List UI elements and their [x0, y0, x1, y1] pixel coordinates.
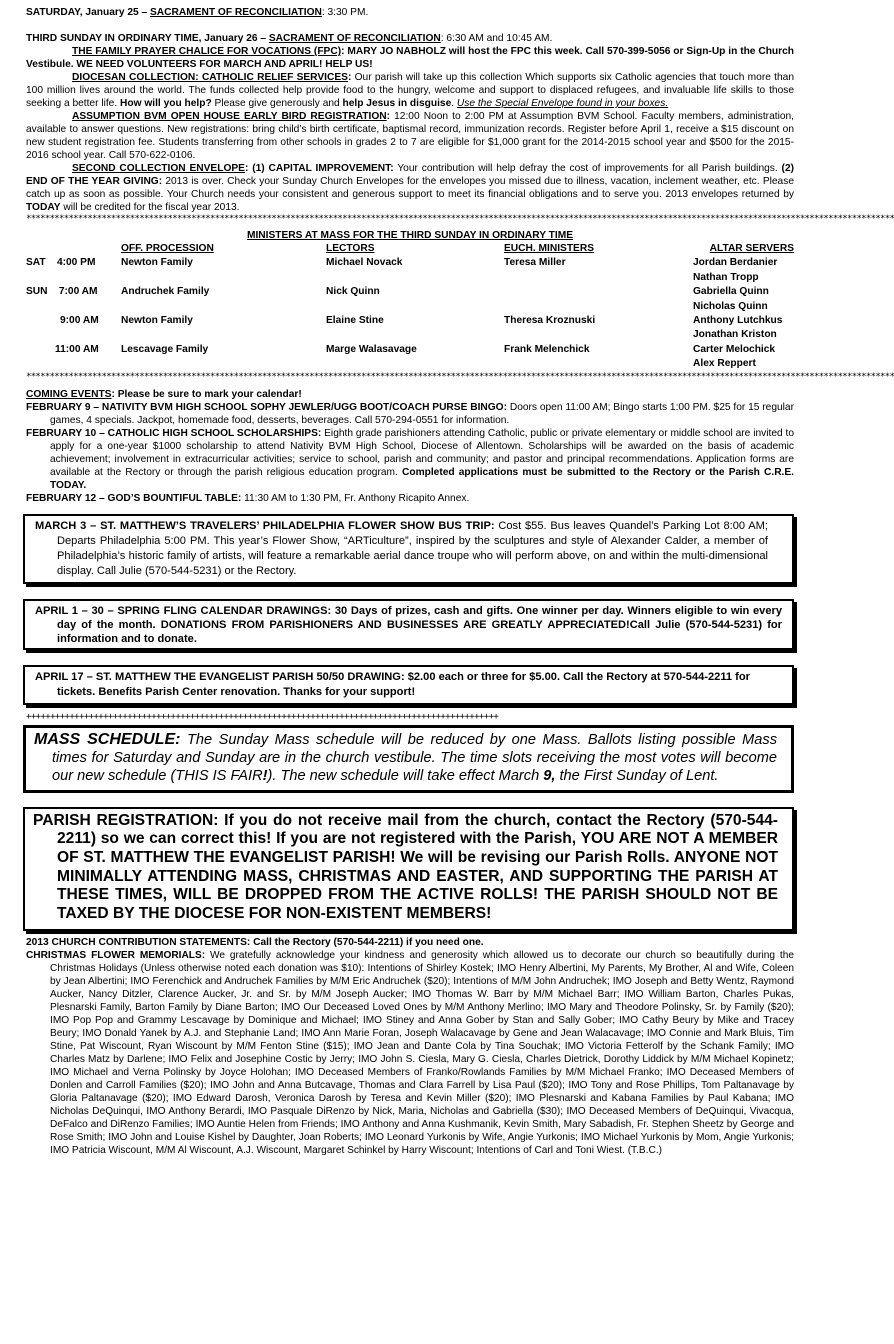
header-euch: EUCH. MINISTERS [504, 243, 594, 254]
march-flower-show-box [23, 514, 794, 584]
march-title: MARCH 3 – ST. MATTHEW’S TRAVELERS’ PHILADELPHIA FLOWER SHOW BUS TRIP: [35, 519, 495, 532]
row-lector: Nick Quinn [326, 286, 380, 298]
envelope-year-text: 2013 is over. Check your Sunday Church Envelopes for the envelopes you missed due to illness, vacation, inclement weather, etc. Please catch up as soon as possible. Your Church needs your consistent and generous support to meet its financial obligations and to serve you. 2013 envelopes returned by [26, 176, 794, 200]
row-euch [504, 285, 669, 314]
row-euch: Teresa Miller [504, 257, 566, 269]
diocesan-title: DIOCESAN COLLECTION: CATHOLIC RELIEF SERVICES [72, 72, 348, 83]
parish-registration-text: PARISH REGISTRATION: If you do not receive mail from the church, contact the Rectory (570-544-2211) so we can correct this! If you are not registered with the Parish, YOU ARE NOT A MEMBER OF ST. MATTHEW THE EVANGELIST PARISH! We will be revising our Parish Rolls. ANYONE NOT MINIMALLY ATTENDING MASS, CHRISTMAS AND EASTER, AND SUPPORTING THE PARISH AT THESE TIMES, WILL BE DROPPED FROM THE ACTIVE ROLLS! THE PARISH SHOULD NOT BE TAXED BY THE DIOCESE FOR NON-EXISTENT MEMBERS! [33, 811, 778, 923]
feb9-title: FEBRUARY 9 – NATIVITY BVM HIGH SCHOOL SOPHY JEWLER/UGG BOOT/COACH PURSE BINGO: [26, 401, 507, 413]
feb10-deadline: Completed applications must be submitted to the Rectory or the Parish C.R.E. TODAY. [50, 466, 795, 491]
diocesan-envelope-note: Use the Special Envelope found in your boxes. [456, 98, 669, 109]
envelope-year-label: (2) END OF THE YEAR GIVING: [26, 163, 794, 187]
mass-schedule-bang: ! [262, 767, 268, 784]
envelope-capital-text: Your contribution will help defray the cost of improvements for all Parish buildings. [393, 163, 782, 174]
flower-memorials [26, 949, 794, 1157]
row-lector: Michael Novack [326, 257, 403, 269]
row-euch: Theresa Kroznuski [504, 315, 596, 327]
mass-schedule-box [23, 725, 794, 793]
ministers-header-row [26, 242, 794, 256]
feb12-title: FEBRUARY 12 – GOD’S BOUNTIFUL TABLE: [26, 492, 242, 504]
sunday-day: THIRD SUNDAY IN ORDINARY TIME, January 26 – [26, 33, 269, 44]
ministers-table [26, 242, 794, 372]
fpc-colon: : [341, 46, 345, 57]
row-server: Gabriella Quinn [693, 286, 769, 298]
envelope-today: TODAY [26, 202, 61, 213]
ministers-row [26, 256, 794, 285]
openhouse-colon: : [386, 111, 391, 122]
saturday-day: SATURDAY, January 25 – [26, 7, 150, 18]
row-time: 11:00 AM [55, 343, 99, 355]
diocesan-help-jesus: help Jesus in disguise [342, 98, 452, 109]
header-servers: ALTAR SERVERS [709, 243, 794, 254]
fifty-fifty-text: $2.00 each or three for $5.00. Call the Rectory at 570-544-2211 for tickets. Benefits Parish Center renovation. Thanks for your support! [57, 670, 750, 698]
row-server: Jordan Berdanier [693, 257, 778, 269]
flower-memorials-text: We gratefully acknowledge your kindness and generosity which allowed us to decorate our church so beautifully during the Christmas Holidays (Unless otherwise noted each donation was $10): Intentions of Shirley Kostek; IMO Henry Albertini, My Parents, My Brother, Al and Wife, Coleen by Jean Albertini; IMO Ferenchick and Andruchek Families by M/M Eric Andruchek ($20); Intentions of M/M John Andruchek; IMO Joseph and Betty Wentz, Raymond Aucker, Nancy Ditzler, Clarence Aucker, Jr. and Sr. by M/M Joseph Aucker; IMO Thomas W. Barr by M/M Michael Barr; IMO William Barton, Charles Pukas, Plesnarski Family, Barton Family by Diane Barton; IMO Our Deceased Loved Ones by M/M Anthony Merlino; IMO Mary and Theodore Polinsky, Sr. by Family ($20); IMO Pop Pop and Grammy Lescavage by Dominique and Michael; IMO Stiney and Anna Gober by Stan and Sally Gober; IMO Cathy Beury by Mike and Tracey Beury; IMO Donald Yanek by A.J. and Stephanie Land; IMO Ann Marie Foran, Joseph Walacavage by Gene and Jean Walacavage; IMO Connie and Mark Bluis, Tim Stine, Pat Wiscount, Ryan Wiscount by M/M Fenton Stine ($15); IMO Jean and Dante Cola by Tina Souchak; IMO Victoria Fetterolf by the Schank Family; IMO Charles Matz by Darlene; IMO Felix and Josephine Costic by Jerry; IMO John S. Ciesla, Mary G. Ciesla, Charles Dietrick, Dorothy Liddick by M/M Michael Kopinetz; IMO Michael and Verna Polinsky by Joyce Holohan; IMO Deceased Members of Franko/Rowlands Families by M/M Michael Franko; IMO Deceased Members of Donlen and Carroll Families ($20); IMO John and Anna Butcavage, Thomas and Clara Farrell by Lisa Paul ($20); IMO Tony and Rose Phillips, Tom Paltanavage by Gloria Paltanavage ($20); IMO Edward Darosh, Veronica Darosh by Teresa and Kevin Miller ($20); IMO Plesnarski and Kabana Families by Paul Kabana; IMO Nicholas DeQuinqui, IMO Anthony Berardi, IMO Pasquale DiRenzo by Nick, Maria, Nicholas and Gabriella ($30); IMO Deceased Members of DeQuinqui, Vivacqua, DeFalco and DiRenzo Families; IMO Auntie Helen from Friends; IMO Anthony and Anna Kushmanik, Kevin Smith, Mary Sabadish, Fr. Stephen Sheetz by George and Rose Smith; IMO John and Louise Kishel by Daughter, Joan Roberts; IMO Leonard Yurkonis by Wife, Angie Yurkonis; IMO Michael Yurkonis by Mom, Angie Yurkonis; IMO Patricia Wiscount, M/M Al Wiscount, A.J. Wiscount, Margaret Schinkel by Harry Wiscount; Intentions of Carl and Toni Wiest. (T.B.C.) [50, 949, 794, 1156]
mass-schedule-text3: the First Sunday of Lent. [555, 767, 719, 784]
row-day: SAT [26, 257, 46, 269]
saturday-rest: : 3:30 PM. [321, 7, 369, 18]
row-time: 9:00 AM [60, 315, 99, 327]
envelope-capital-label: : (1) CAPITAL IMPROVEMENT: [244, 163, 394, 174]
row-server: Nicholas Quinn [693, 300, 768, 312]
row-procession: Andruchek Family [121, 286, 210, 298]
openhouse-paragraph [26, 110, 794, 162]
envelope-paragraph [26, 162, 794, 214]
diocesan-paragraph [26, 71, 794, 110]
saturday-title: SACRAMENT OF RECONCILIATION [150, 7, 322, 18]
openhouse-title: ASSUMPTION BVM OPEN HOUSE EARLY BIRD REGISTRATION [72, 111, 387, 122]
openhouse-text: 12:00 Noon to 2:00 PM at Assumption BVM School. Faculty members, administration, available to answer questions. New registrations: bring child’s birth certificate, baptismal record, immunization records. Register before April 1, receive a $15 discount on new student registration fee. Students transferring from other schools in grades 2 to 7 are eligible for $1,000 grant for the 2014-2015 school year and $500 for the 2015-2016 school year. Call 570-622-0106. [26, 111, 794, 161]
row-server: Alex Reppert [693, 358, 756, 370]
diocesan-text: Our parish will take up this collection Which supports six Catholic agencies that touch more than 100 million lives around the world. The funds collected help provide food to the hungry, welcome and support to displaced refugees, and invaluable life skills to those seeking a better life. [26, 72, 794, 109]
diocesan-help-question: How will you help? [120, 98, 212, 109]
row-server: Jonathan Kriston [693, 329, 777, 341]
diocesan-text2: Please give generously and [211, 98, 343, 109]
row-time: 4:00 PM [56, 257, 96, 269]
row-server: Anthony Lutchkus [693, 315, 783, 327]
envelope-title: SECOND COLLECTION ENVELOPE [72, 163, 245, 174]
row-day: SUN [26, 286, 48, 298]
saturday-reconciliation [26, 6, 794, 19]
march-text: Cost $55. Bus leaves Quandel’s Parking Lot 8:00 AM; Departs Philadelphia 5:00 PM. This year’s Flower Show, “ARTiculture”, inspired by the sculptures and style of Alexander Calder, a member of Philadelphia’s historic family of artists, will feature a remarkable aerial dance troupe who will perform above, on and within the multi-dimensional display. Call Julie (570-544-5231) or the Rectory. [57, 519, 768, 577]
ministers-row [26, 314, 794, 343]
parish-registration-box [23, 807, 794, 931]
coming-events-heading [26, 388, 794, 401]
mass-schedule-date: 9, [543, 767, 556, 784]
header-lectors: LECTORS [326, 243, 375, 254]
coming-events-title: COMING EVENTS [26, 388, 112, 400]
row-euch: Frank Melenchick [504, 343, 590, 355]
fifty-fifty-title: APRIL 17 – ST. MATTHEW THE EVANGELIST PARISH 50/50 DRAWING: [35, 670, 405, 683]
sunday-title: SACRAMENT OF RECONCILIATION [268, 33, 441, 44]
row-server: Carter Melochick [693, 343, 776, 355]
row-procession: Newton Family [121, 257, 193, 269]
sunday-reconciliation [26, 32, 794, 45]
row-server: Nathan Tropp [693, 271, 759, 283]
fpc-paragraph [26, 45, 794, 71]
coming-events-note: : Please be sure to mark your calendar! [111, 388, 302, 400]
row-lector: Marge Walasavage [326, 343, 417, 355]
flower-memorials-title: CHRISTMAS FLOWER MEMORIALS: [26, 949, 206, 961]
fifty-fifty-box [23, 665, 794, 705]
envelope-end-text: will be credited for the fiscal year 2013. [60, 202, 240, 213]
row-procession: Lescavage Family [121, 343, 209, 355]
star-divider: **************************************************************************************************************************************************************************************** [26, 214, 894, 224]
fpc-text: MARY JO NABHOLZ will host the FPC this week. Call 570-399-5056 or Sign-Up in the Church Vestibule. WE NEED VOLUNTEERS FOR MARCH AND APRIL! HELP US! [26, 46, 794, 70]
event-feb12 [26, 492, 794, 505]
event-feb10 [26, 427, 794, 492]
star-divider: **************************************************************************************************************************************************************************************** [26, 371, 894, 382]
ministers-row [26, 343, 794, 372]
spring-fling-box [23, 599, 794, 650]
ministers-row [26, 285, 794, 314]
plus-divider: ++++++++++++++++++++++++++++++++++++++++++++++++++++++++++++++++++++++++++++++++++++++++++++++++++ [26, 711, 499, 722]
mass-schedule-text: The Sunday Mass schedule will be reduced by one Mass. Ballots listing possible Mass times for Saturday and Sunday are in the church vestibule. The time slots receiving the most votes will become our new schedule (THIS IS FAIR [52, 731, 777, 784]
feb9-text: Doors open 11:00 AM; Bingo starts 1:00 PM. $25 for 15 regular games, 4 specials. Jackpot, homemade food, desserts, beverages. Call 570-294-0551 for information. [50, 401, 794, 426]
contribution-statements: 2013 CHURCH CONTRIBUTION STATEMENTS: Call the Rectory (570-544-2211) if you need one. [26, 936, 484, 948]
feb12-text: 11:30 AM to 1:30 PM, Fr. Anthony Ricapito Annex. [241, 492, 470, 504]
row-procession: Newton Family [121, 315, 193, 327]
fpc-title: THE FAMILY PRAYER CHALICE FOR VOCATIONS (FPC) [72, 46, 342, 57]
mass-schedule-title: MASS SCHEDULE: [34, 730, 181, 748]
diocesan-colon: : [347, 72, 352, 83]
ministers-title: MINISTERS AT MASS FOR THE THIRD SUNDAY IN ORDINARY TIME [246, 230, 574, 241]
feb10-title: FEBRUARY 10 – CATHOLIC HIGH SCHOOL SCHOLARSHIPS: [26, 427, 322, 439]
sunday-rest: : 6:30 AM and 10:45 AM. [440, 33, 553, 44]
row-time: 7:00 AM [58, 286, 98, 298]
header-procession: OFF. PROCESSION [121, 243, 214, 254]
row-lector: Elaine Stine [326, 315, 384, 327]
diocesan-text3: . [451, 98, 457, 109]
event-feb9 [26, 401, 794, 427]
feb10-text: Eighth grade parishioners attending Catholic, public or private elementary or middle school are invited to apply for a one-year $1000 scholarship to attend Nativity BVM High School, Diocese of Allentown. Scholarships will be awarded on the basis of academic achievement; involvement in extracurricular activities; service to school, parish and community; and pastor and principal recommendations. Application forms are available at the Rectory or through the parish religious education program. [50, 427, 795, 478]
spring-fling-text: APRIL 1 – 30 – SPRING FLING CALENDAR DRAWINGS: 30 Days of prizes, cash and gifts. One winner per day. Winners eligible to win every day of the month. DONATIONS FROM PARISHIONERS AND BUSINESSES ARE GREATLY APPRECIATED!Call Julie (570-544-5231) for information and to donate. [35, 604, 782, 645]
mass-schedule-text2: ). The new schedule will take effect March [267, 767, 544, 784]
